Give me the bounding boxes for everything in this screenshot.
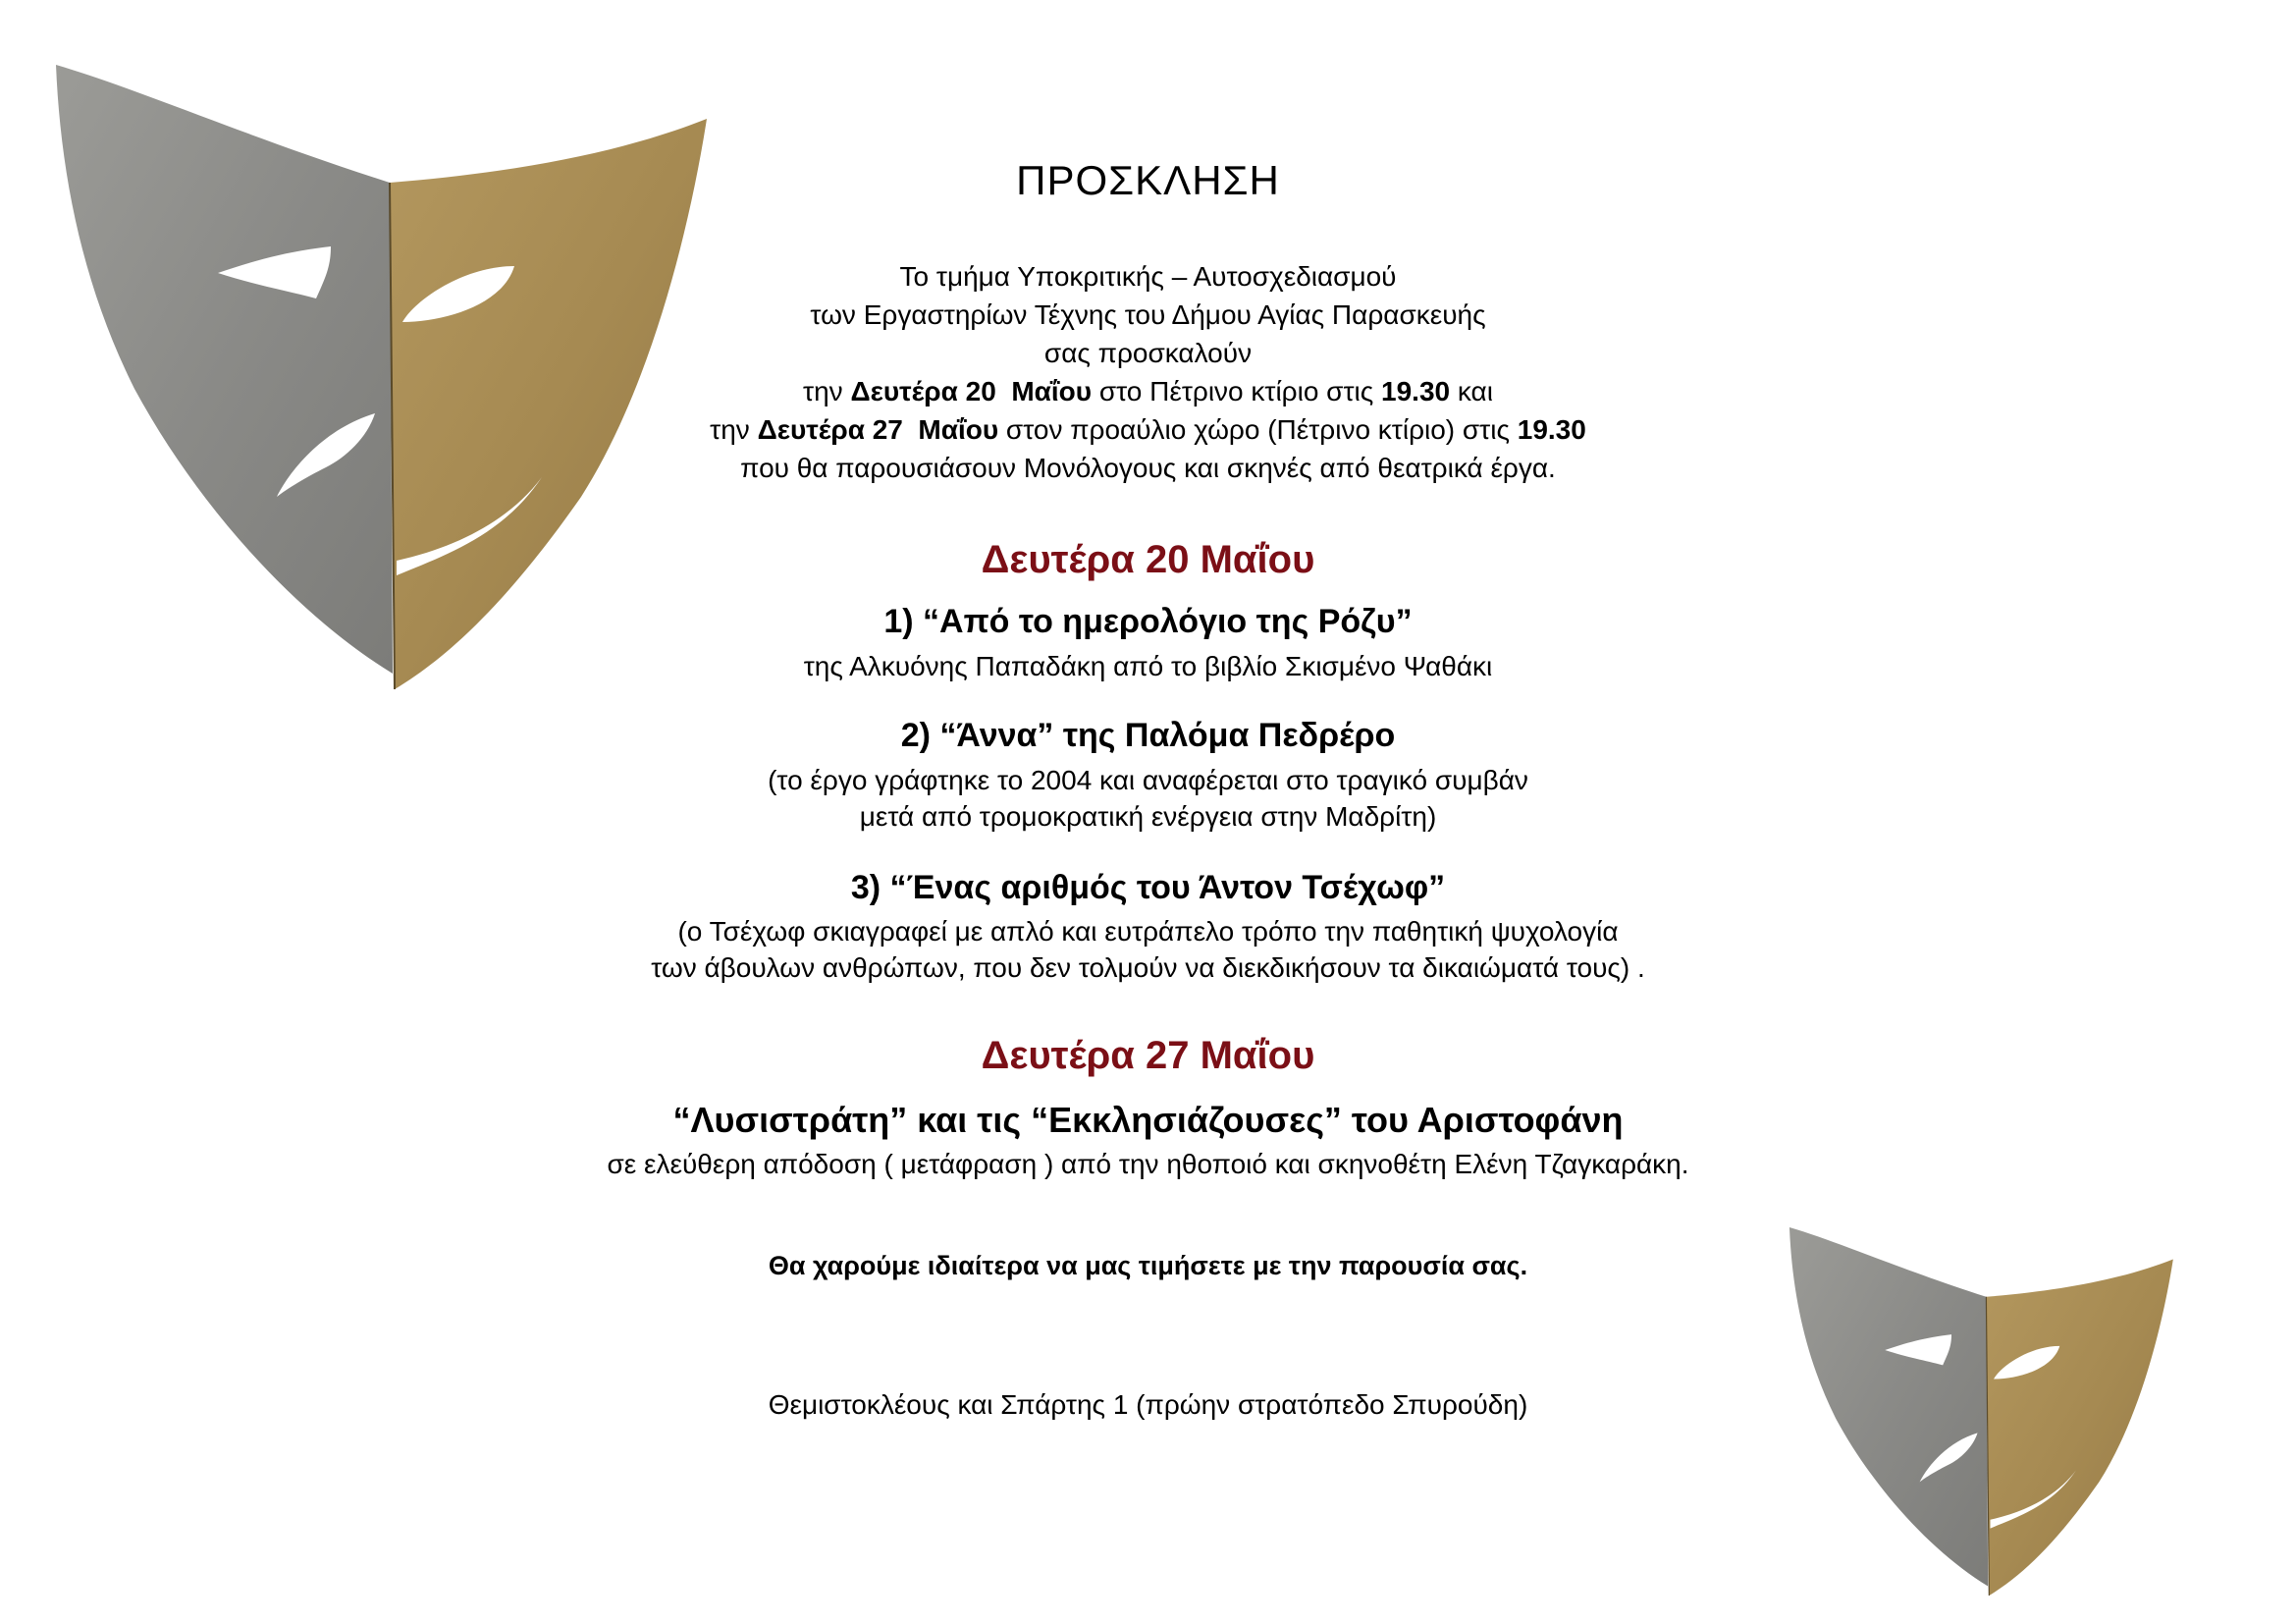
intro-line-1: Το τμήμα Υποκριτικής – Αυτοσχεδιασμού (899, 261, 1397, 292)
day2-title: “Λυσιστράτη” και τις “Εκκλησιάζουσες” του Αριστοφάνη (672, 1100, 1624, 1140)
day1-item-3-line-2: των άβουλων ανθρώπων, που δεν τολμούν να διεκδικήσουν τα δικαιώματά τους) . (651, 952, 1645, 983)
day2-heading: Δευτέρα 27 Μαΐου (981, 1034, 1315, 1077)
closing-note: Θα χαρούμε ιδιαίτερα να μας τιμήσετε με την παρουσία σας. (768, 1251, 1528, 1280)
intro-line-3: σας προσκαλούν (1043, 338, 1253, 368)
day1-item-1-line-1: της Αλκυόνης Παπαδάκη από το βιβλίο Σκισμένο Ψαθάκι (803, 651, 1493, 681)
intro-line-4 (0, 372, 2296, 410)
intro-line-6: που θα παρουσιάσουν Μονόλογους και σκηνές από θεατρικά έργα. (740, 453, 1556, 483)
intro-line-4-pre: την (803, 376, 851, 406)
intro-line-5-mid: στον προαύλιο χώρο (Πέτρινο κτίριο) στις (998, 414, 1518, 445)
intro-date-1: Δευτέρα 20 Μαΐου (850, 376, 1093, 406)
day2-line: σε ελεύθερη απόδοση ( μετάφραση ) από την ηθοποιό και σκηνοθέτη Ελένη Τζαγκαράκη. (607, 1149, 1689, 1179)
day1-item-2-lines (0, 762, 2296, 835)
day1-heading: Δευτέρα 20 Μαΐου (981, 538, 1315, 581)
intro-line-5 (0, 410, 2296, 449)
day1-item-2-line-1: (το έργο γράφτηκε το 2004 και αναφέρεται στο τραγικό συμβάν (768, 765, 1528, 795)
intro-line-4-mid: στο Πέτρινο κτίριο στις (1092, 376, 1382, 406)
day1-item-3-lines (0, 913, 2296, 986)
intro-date-2: Δευτέρα 27 Μαΐου (757, 414, 999, 445)
day1-item-3-line-1: (ο Τσέχωφ σκιαγραφεί με απλό και ευτράπελο τρόπο την παθητική ψυχολογία (677, 916, 1619, 947)
day1-item-2-title: 2) “Άννα” της Παλόμα Πεδρέρο (900, 717, 1396, 754)
address: Θεμιστοκλέους και Σπάρτης 1 (πρώην στρατόπεδο Σπυρούδη) (768, 1389, 1528, 1420)
intro-text (0, 257, 2296, 487)
intro-time-2: 19.30 (1517, 414, 1586, 445)
day1-item-3-title: 3) “Ένας αριθμός του Άντον Τσέχωφ” (850, 869, 1446, 906)
intro-line-4-post: και (1450, 376, 1493, 406)
page-title: ΠΡΟΣΚΛΗΣΗ (1016, 157, 1280, 203)
intro-line-5-pre: την (710, 414, 758, 445)
intro-line-2: των Εργαστηρίων Τέχνης του Δήμου Αγίας Παρασκευής (810, 299, 1486, 330)
day1-item-2-line-2: μετά από τρομοκρατική ενέργεια στην Μαδρίτη) (859, 801, 1437, 832)
intro-time-1: 19.30 (1381, 376, 1451, 406)
day1-item-1-title: 1) “Από το ημερολόγιο της Ρόζυ” (883, 603, 1413, 640)
